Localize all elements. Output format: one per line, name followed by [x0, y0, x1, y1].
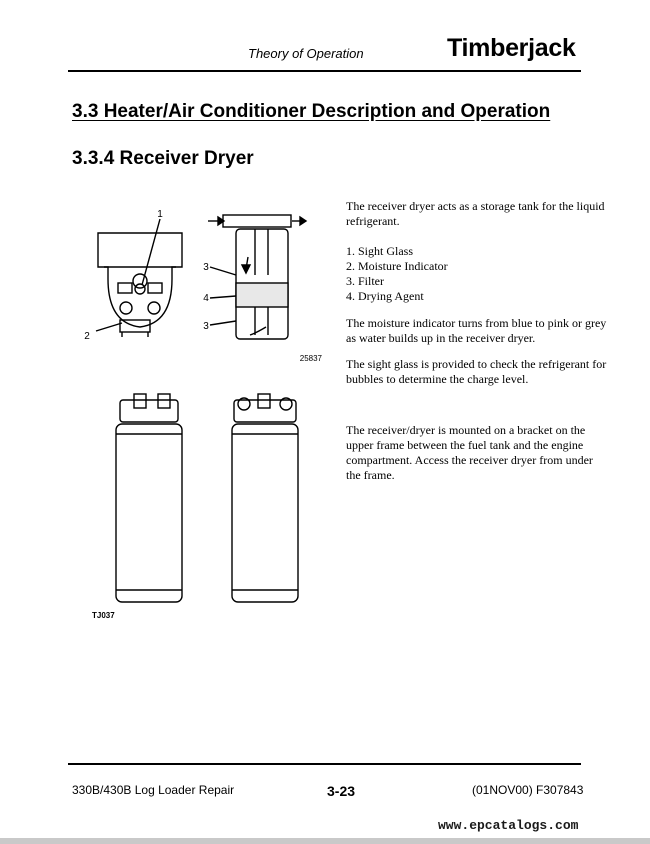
paragraph-sight-glass: The sight glass is provided to check the refrigerant for bubbles to determine the charge level.	[346, 357, 607, 386]
bottom-bar	[0, 838, 650, 844]
footer-page-number: 3-23	[327, 783, 356, 799]
component-list	[346, 244, 608, 304]
list-item: 4. Drying Agent	[346, 289, 424, 303]
dryer-cutaway	[208, 215, 306, 339]
paragraph-mounting: The receiver/dryer is mounted on a bracket on the upper frame between the fuel tank and the engine compartment. Access the receiver dryer from under the frame.	[346, 423, 593, 482]
paragraph-storage-tank: The receiver dryer acts as a storage tank for the liquid refrigerant.	[346, 199, 605, 228]
footer-manual-title: 330B/430B Log Loader Repair	[72, 783, 235, 797]
watermark-link[interactable]: www.epcatalogs.com	[438, 818, 579, 833]
figure-id-top: 25837	[299, 354, 322, 363]
paragraph-moisture-indicator: The moisture indicator turns from blue to pink or grey as water builds up in the receiver dryer.	[346, 316, 607, 345]
footer-divider	[68, 763, 581, 765]
figure-id-bottom: TJ037	[92, 611, 115, 620]
callout-3-upper: 3	[203, 262, 209, 273]
callout-4: 4	[203, 293, 209, 304]
list-item: 2. Moisture Indicator	[346, 259, 448, 273]
callout-3-lower: 3	[203, 321, 209, 332]
callout-2: 2	[84, 331, 90, 342]
brand-logo: Timberjack	[447, 34, 576, 62]
list-item: 3. Filter	[346, 274, 384, 288]
list-item: 1. Sight Glass	[346, 244, 414, 258]
receiver-dryer-diagram-bottom	[80, 390, 310, 622]
receiver-dryer-diagram-top	[60, 195, 330, 370]
dryer-front-view	[116, 394, 182, 602]
header-section-title: Theory of Operation	[248, 46, 364, 61]
section-heading: 3.3 Heater/Air Conditioner Description and Operation	[72, 101, 551, 122]
callout-1: 1	[157, 209, 163, 220]
subsection-heading: 3.3.4 Receiver Dryer	[72, 148, 254, 169]
dryer-side-view	[232, 394, 298, 602]
dryer-top-view	[96, 219, 182, 337]
header-divider	[68, 70, 581, 72]
footer-doc-code: (01NOV00) F307843	[472, 783, 584, 797]
